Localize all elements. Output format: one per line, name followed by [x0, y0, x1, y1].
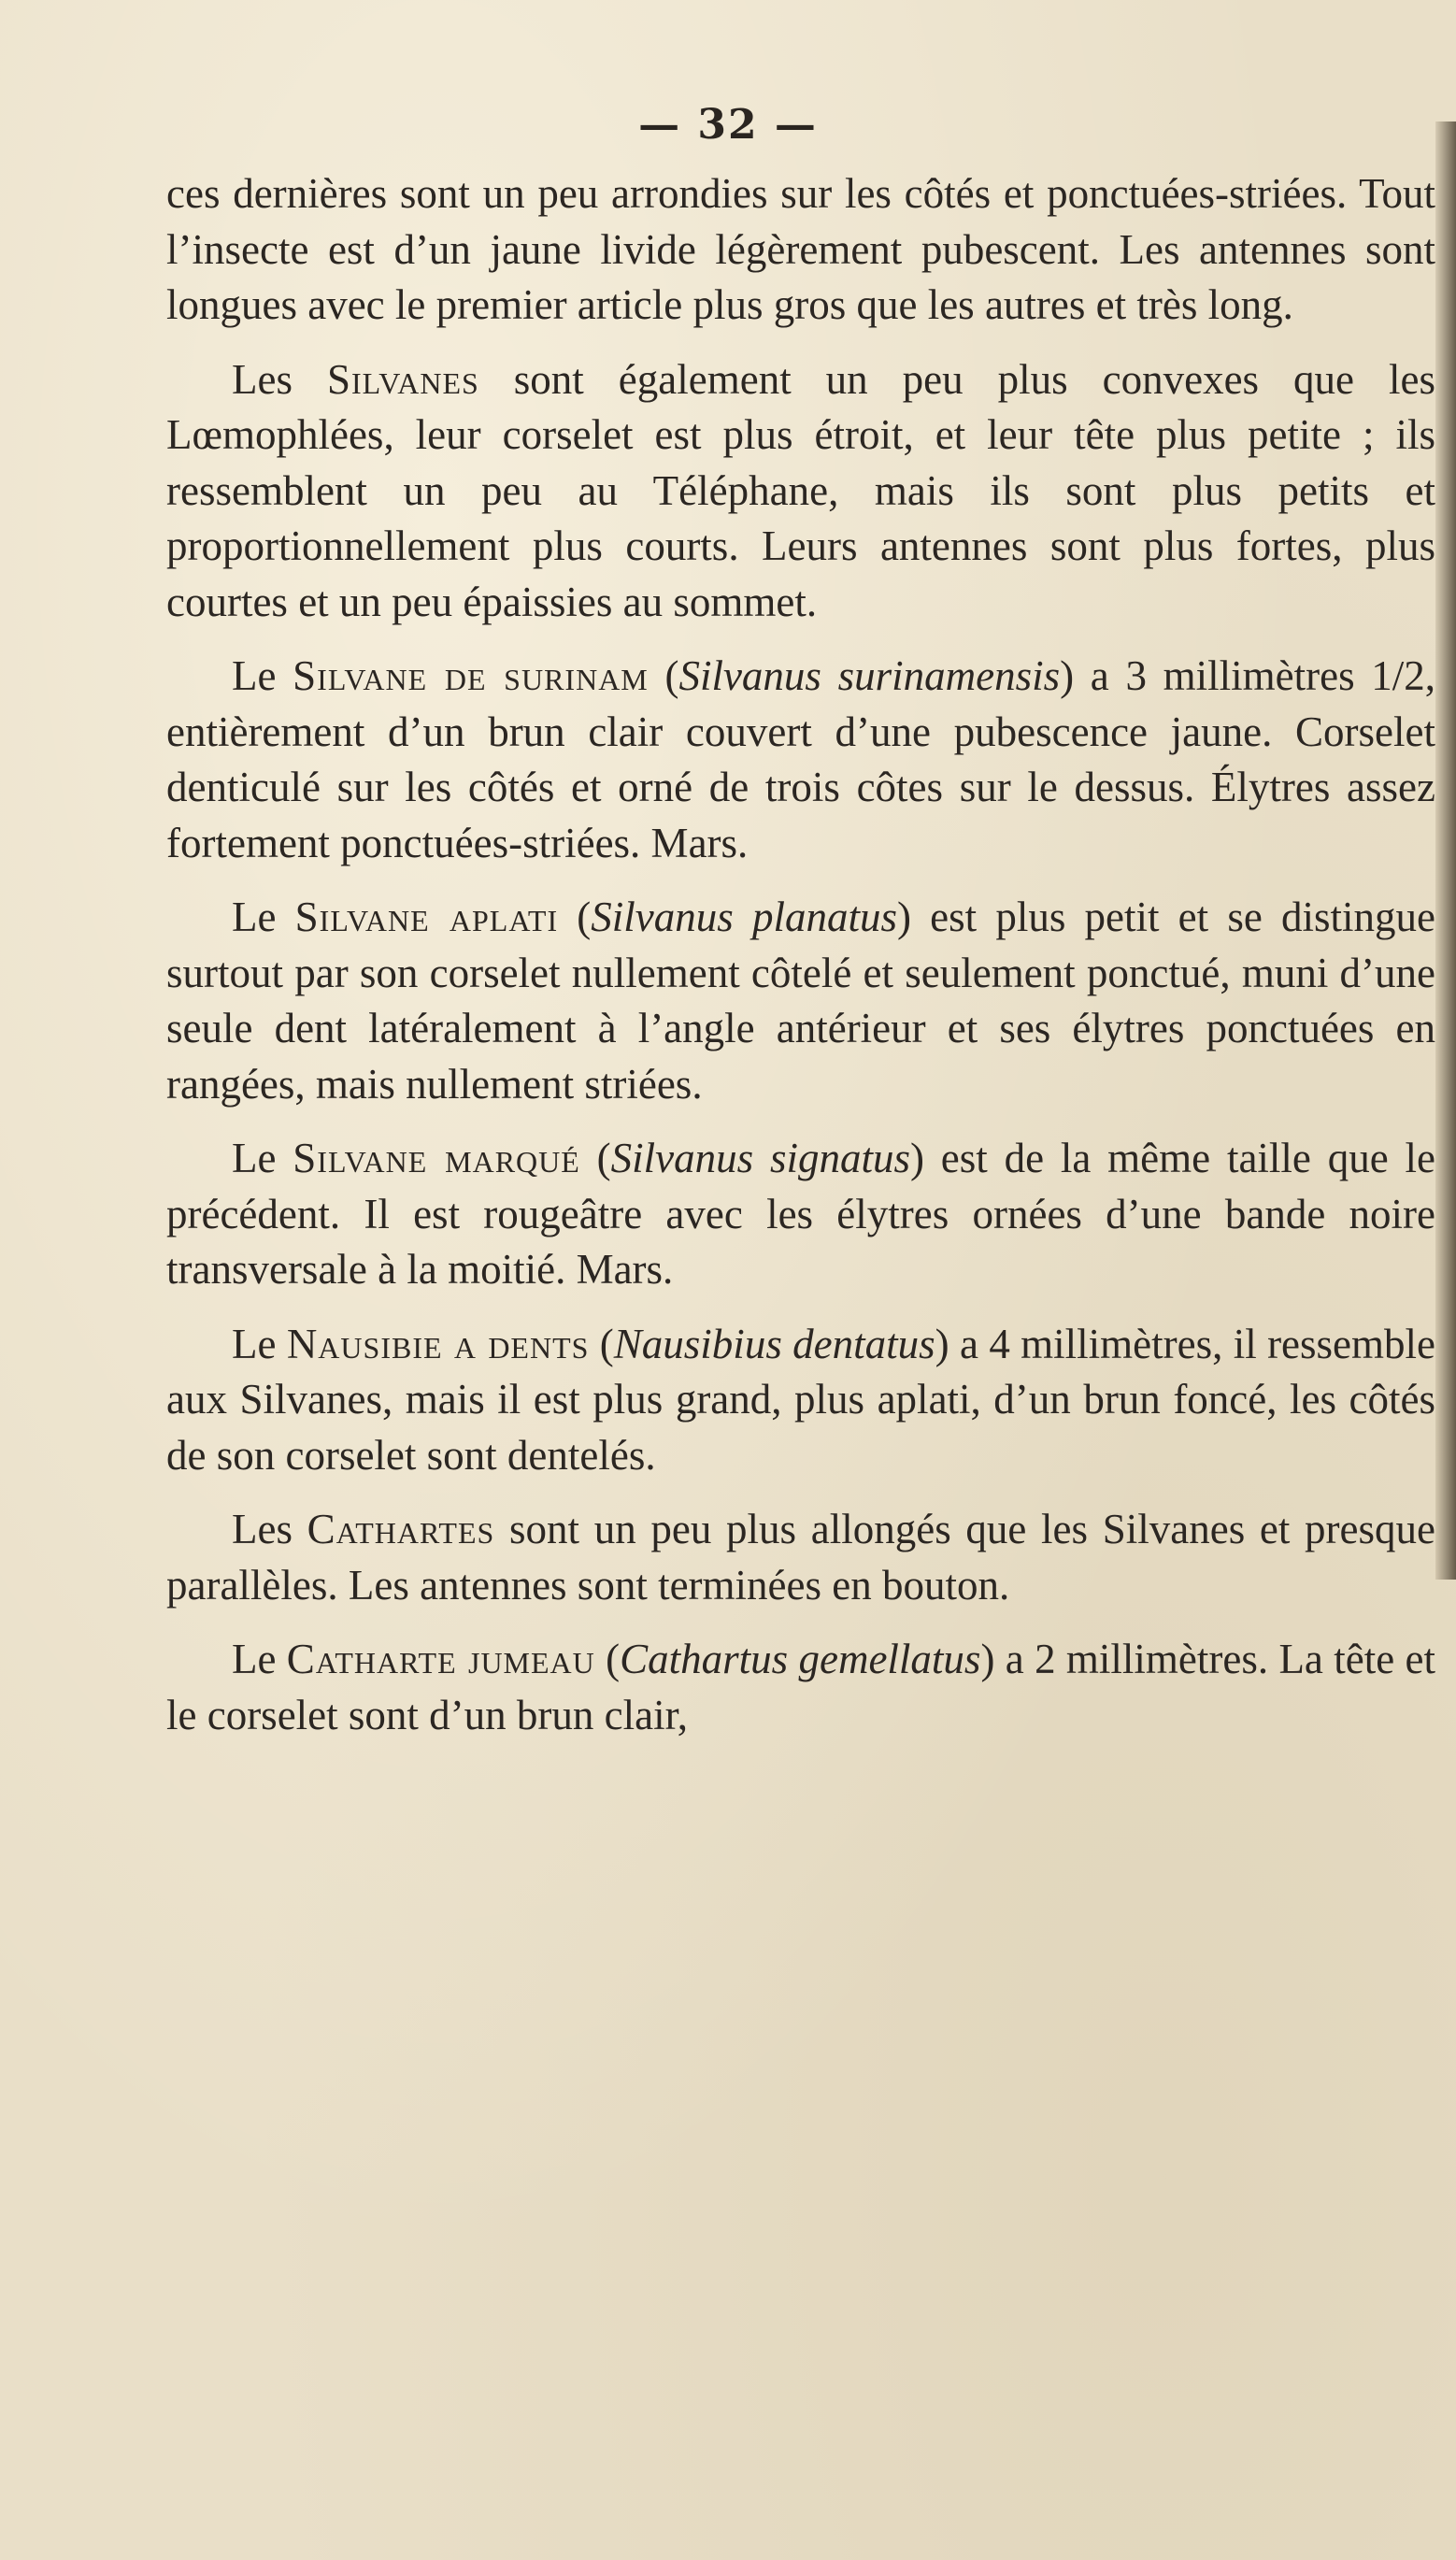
paragraph — [166, 649, 1435, 871]
species-name: Nausibie a dents — [286, 1320, 590, 1367]
paragraph — [166, 1317, 1435, 1484]
text-run: ( — [648, 652, 679, 699]
text-run: sont un peu plus allongés que les Silvanes et presque parallèles. Les antennes sont terminées en bouton. — [166, 1506, 1435, 1609]
text-run: Le — [232, 1135, 293, 1181]
latin-name: Nausibius dentatus — [613, 1320, 935, 1367]
paragraph — [166, 352, 1435, 631]
latin-name: Silvanus surinamensis — [678, 652, 1061, 699]
text-run: Le — [232, 652, 293, 699]
species-name: Cathartes — [307, 1506, 495, 1552]
text-run: ) est plus petit et se distingue surtout par son corselet nullement côtelé et seulement ponctué, muni d’une seule dent latéralement à l’angle antérieur et ses élytres ponctuées en rangées, mais nullement striées. — [166, 894, 1436, 1108]
text-run: ) est de la même taille que le précédent. Il est rougeâtre avec les élytres ornées d’une bande noire transversale à la moitié. Mars. — [166, 1135, 1435, 1293]
text-run: ces dernières sont un peu arrondies sur les côtés et ponctuées-striées. Tout l’insecte est d’un jaune livide légèrement pubescent. Les antennes sont longues avec le premier article plus gros que les autres et très long. — [166, 170, 1435, 328]
species-name: Silvane marqué — [293, 1135, 580, 1181]
text-run: Le — [232, 1636, 287, 1682]
text-run: Les — [232, 355, 327, 403]
species-name: Silvanes — [326, 355, 479, 403]
paragraph — [166, 1632, 1435, 1743]
text-run: Le — [232, 1320, 287, 1367]
text-run: ( — [594, 1636, 621, 1682]
paragraph — [166, 890, 1435, 1112]
species-name: Catharte jumeau — [286, 1636, 595, 1682]
paragraph — [166, 1502, 1435, 1613]
text-run: sont également un peu plus convexes que les Lœmophlées, leur corselet est plus étroit, et leur tête plus petite ; ils ressemblent un peu au Téléphane, mais ils sont plus petits et proportionnellement plus courts. Leurs antennes sont plus fortes, plus courtes et un peu épaissies au sommet. — [166, 355, 1435, 625]
page-edge-shadow — [1435, 122, 1456, 1580]
species-name: Silvane de surinam — [293, 652, 649, 699]
paragraph — [166, 166, 1435, 334]
paragraph — [166, 1131, 1435, 1298]
text-run: ) a 4 millimètres, il ressemble aux Silvanes, mais il est plus grand, plus aplati, d’un brun foncé, les côtés de son corselet sont dentelés. — [166, 1320, 1435, 1479]
latin-name: Silvanus signatus — [610, 1135, 910, 1181]
text-run: ( — [589, 1320, 614, 1367]
latin-name: Silvanus planatus — [591, 894, 897, 940]
text-run: Les — [232, 1506, 307, 1552]
page-number: — 32 — — [638, 101, 818, 149]
text-run: ( — [579, 1135, 611, 1181]
body-text — [166, 166, 1435, 1762]
latin-name: Cathartus gemellatus — [620, 1636, 981, 1682]
species-name: Silvane aplati — [294, 894, 559, 940]
text-run: Le — [232, 894, 295, 940]
text-run: ) a 3 millimètres 1/2, entièrement d’un brun clair couvert d’une pubescence jaune. Corselet denticulé sur les côtés et orné de trois côtes sur le dessus. Élytres assez fortement ponctuées-striées. Mars. — [166, 652, 1436, 866]
text-run: ) a 2 millimètres. La tête et le corselet sont d’un brun clair, — [166, 1636, 1435, 1738]
text-run: ( — [558, 894, 592, 940]
